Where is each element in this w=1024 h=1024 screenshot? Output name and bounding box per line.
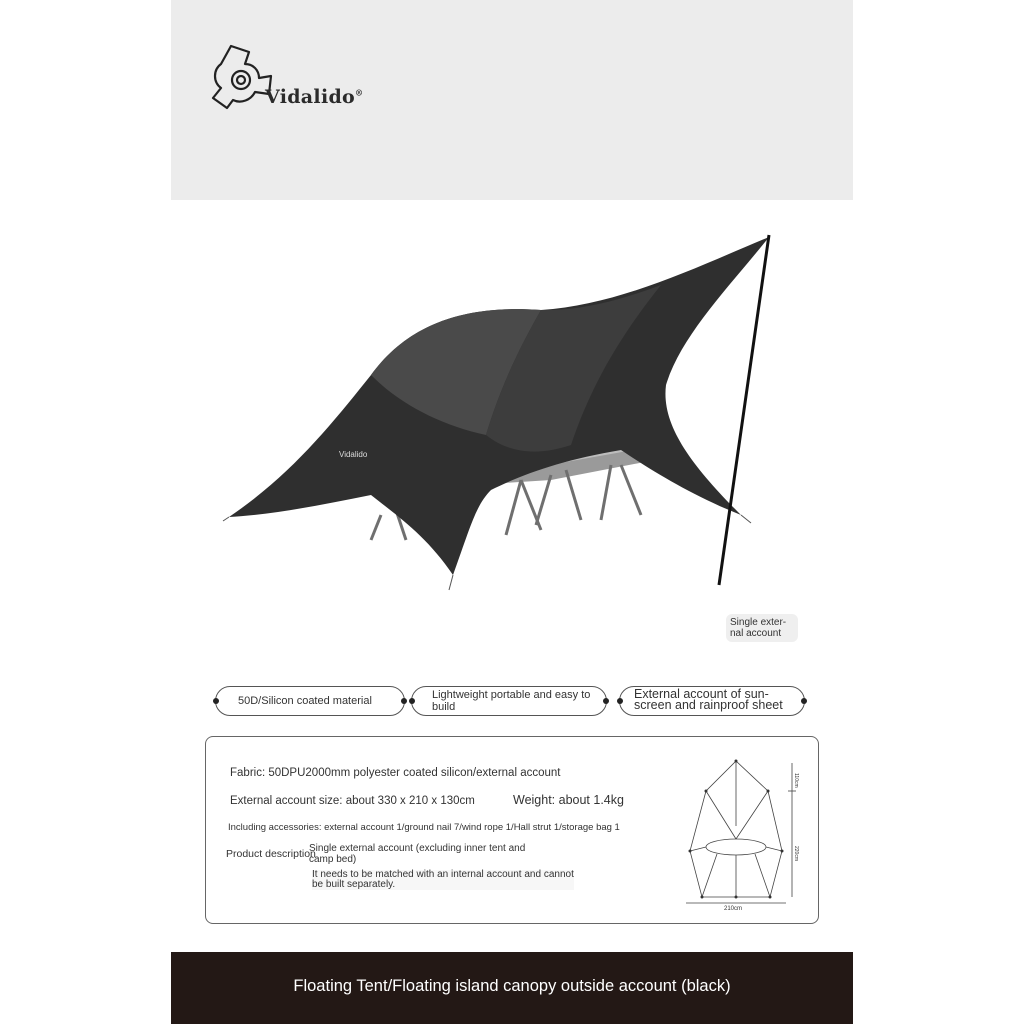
description-line-1: Single external account (excluding inner tent and camp bed)	[309, 843, 526, 865]
feature-text: Lightweight portable and easy to build	[432, 689, 591, 713]
bullet-dot-icon	[409, 698, 415, 704]
feature-text: 50D/Silicon coated material	[238, 695, 372, 707]
diagram-height-label: 220cm	[793, 846, 799, 862]
spec-weight: Weight: about 1.4kg	[513, 793, 624, 807]
footer-title: Floating Tent/Floating island canopy outside account (black)	[293, 977, 731, 995]
bullet-dot-icon	[801, 698, 807, 704]
bullet-dot-icon	[213, 698, 219, 704]
spec-size: External account size: about 330 x 210 x 130cm	[230, 795, 475, 807]
diagram-width-label: 210cm	[724, 906, 743, 911]
diagram-top-label: 110cm	[793, 773, 799, 788]
bullet-dot-icon	[603, 698, 609, 704]
feature-text: External account of sun-screen and rainproof sheet	[634, 687, 783, 712]
bullet-dot-icon	[617, 698, 623, 704]
header-banner	[171, 0, 853, 200]
single-external-tag	[726, 614, 798, 642]
spec-accessories: Including accessories: external account 1/ground nail 7/wind rope 1/Hall strut 1/storage bag 1	[228, 822, 620, 833]
brand-name: Vidalido®	[265, 86, 364, 108]
spec-box	[205, 736, 819, 924]
description-line-2: It needs to be matched with an internal account and cannot be built separately.	[312, 869, 574, 890]
tent-product-image	[221, 225, 781, 600]
feature-pill-material	[215, 686, 405, 716]
bullet-dot-icon	[401, 698, 407, 704]
vidalido-logo-icon	[209, 42, 273, 110]
product-page	[171, 0, 853, 1024]
spec-fabric: Fabric: 50DPU2000mm polyester coated silicon/external account	[230, 767, 561, 779]
single-external-text: Single exter- nal account	[730, 617, 787, 639]
dimension-diagram	[672, 751, 802, 911]
feature-pill-portable	[411, 686, 607, 716]
feature-pill-sunscreen	[619, 686, 805, 716]
product-description-label: Product description	[226, 848, 316, 860]
footer-banner	[171, 952, 853, 1024]
svg-text:Vidalido: Vidalido	[339, 450, 368, 459]
